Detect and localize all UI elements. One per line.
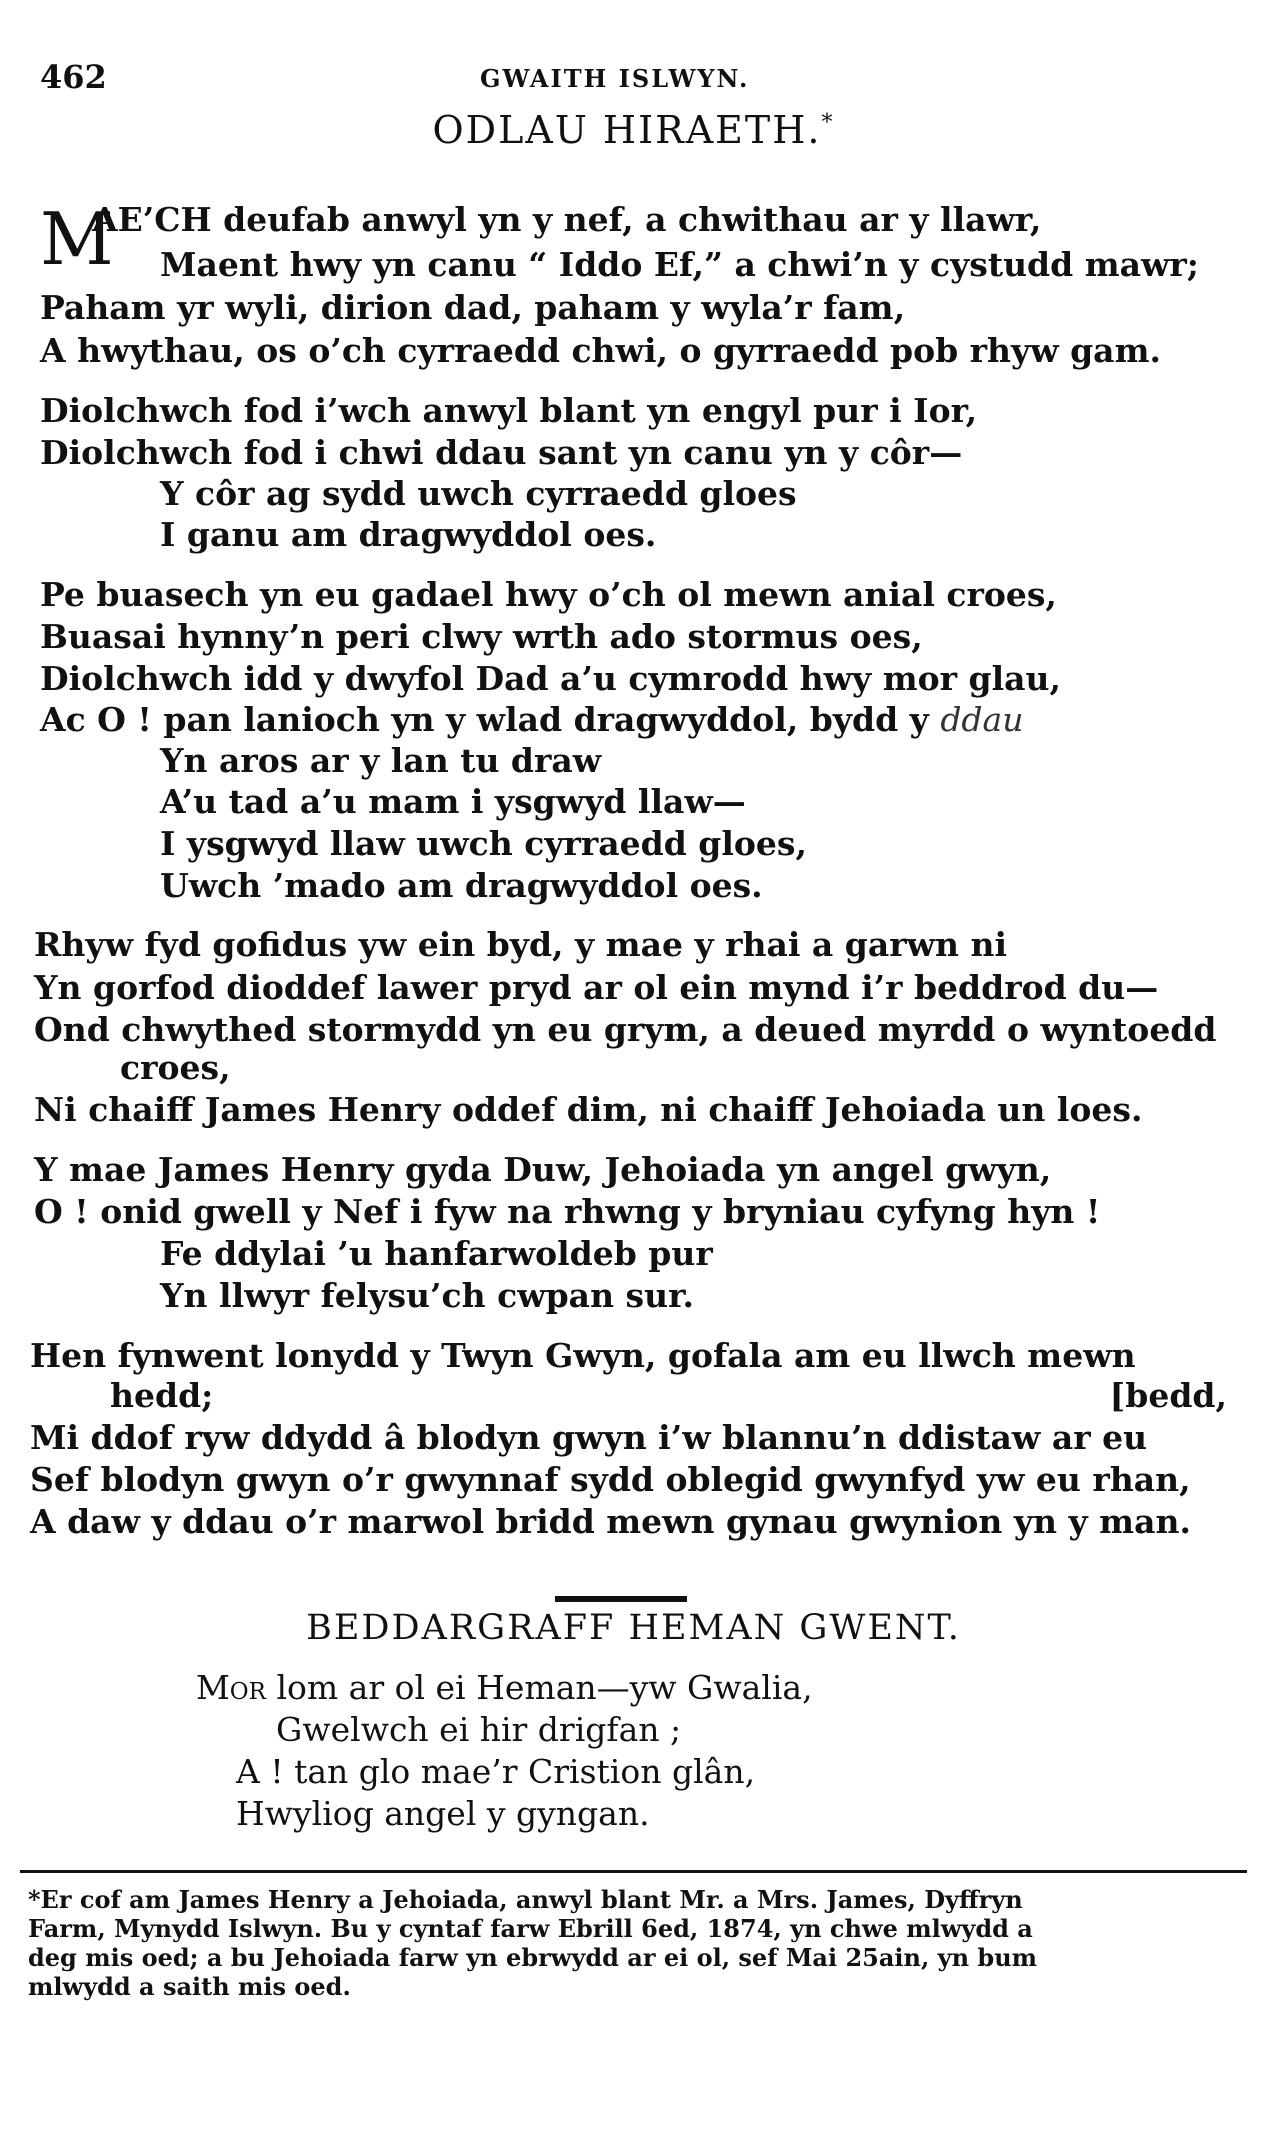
verse-line: I ganu am dragwyddol oes. <box>160 515 657 554</box>
verse-line: croes, <box>120 1048 231 1087</box>
verse-line: Hwyliog angel y gyngan. <box>236 1794 650 1833</box>
footnote-line: mlwydd a saith mis oed. <box>28 1972 351 2001</box>
poem-title-text: ODLAU HIRAETH. <box>432 108 822 152</box>
italic-word: ddau <box>940 700 1024 739</box>
verse-line: Yn gorfod dioddef lawer pryd ar ol ein mynd i’r beddrod du— <box>34 968 1159 1007</box>
verse-line: Yn aros ar y lan tu draw <box>160 741 602 780</box>
verse-line: I ysgwyd llaw uwch cyrraedd gloes, <box>160 824 807 863</box>
verse-line: AE’CH deufab anwyl yn y nef, a chwithau ar y llawr, <box>92 200 1042 239</box>
footnote-line: Farm, Mynydd Islwyn. Bu y cyntaf farw Ebrill 6ed, 1874, yn chwe mlwydd a <box>28 1914 1033 1943</box>
verse-line: Ond chwythed stormydd yn eu grym, a deued myrdd o wyntoedd <box>34 1010 1217 1049</box>
running-head <box>40 58 1227 98</box>
footnote-marker: * <box>821 110 835 136</box>
verse-line: Sef blodyn gwyn o’r gwynnaf sydd oblegid gwynfyd yw eu rhan, <box>30 1460 1191 1499</box>
verse-line <box>196 1668 813 1708</box>
verse-line: Hen fynwent lonydd y Twyn Gwyn, gofala am eu llwch mewn <box>30 1336 1136 1375</box>
verse-line: A’u tad a’u mam i ysgwyd llaw— <box>160 782 746 821</box>
verse-line: Paham yr wyli, dirion dad, paham y wyla’r fam, <box>40 288 906 327</box>
verse-line: Gwelwch ei hir drigfan ; <box>276 1710 682 1749</box>
verse-line: Diolchwch idd y dwyfol Dad a’u cymrodd hwy mor glau, <box>40 659 1061 698</box>
verse-line: Y côr ag sydd uwch cyrraedd gloes <box>160 474 797 513</box>
verse-line: Yn llwyr felysu’ch cwpan sur. <box>160 1276 694 1315</box>
verse-line: Fe ddylai ’u hanfarwoldeb pur <box>160 1234 713 1273</box>
verse-line: Rhyw fyd gofidus yw ein byd, y mae y rhai a garwn ni <box>34 925 1008 964</box>
verse-line-text: lom ar ol ei Heman—yw Gwalia, <box>276 1668 813 1707</box>
footnote <box>28 1885 1238 2001</box>
verse-line: Uwch ’mado am dragwyddol oes. <box>160 866 763 905</box>
verse-line: O ! onid gwell y Nef i fyw na rhwng y bryniau cyfyng hyn ! <box>34 1192 1101 1231</box>
verse-line: A hwythau, os o’ch cyrraedd chwi, o gyrraedd pob rhyw gam. <box>40 331 1161 370</box>
first-word: Mor <box>196 1668 266 1707</box>
page-number: 462 <box>40 58 107 96</box>
verse-line: Ni chaiff James Henry oddef dim, ni chaiff Jehoiada un loes. <box>34 1090 1143 1129</box>
verse-line: Pe buasech yn eu gadael hwy o’ch ol mewn anial croes, <box>40 575 1057 614</box>
verse-line: Diolchwch fod i’wch anwyl blant yn engyl pur i Ior, <box>40 391 978 430</box>
verse-line: Maent hwy yn canu “ Iddo Ef,” a chwi’n y cystudd mawr; <box>160 245 1199 284</box>
footnote-line: *Er cof am James Henry a Jehoiada, anwyl blant Mr. a Mrs. James, Dyffryn <box>28 1885 1023 1914</box>
verse-line-continuation: [bedd, <box>1109 1376 1227 1415</box>
verse-line-text: Ac O ! pan lanioch yn y wlad dragwyddol, bydd y <box>40 700 929 739</box>
footnote-rule <box>20 1870 1247 1873</box>
running-title: GWAITH ISLWYN. <box>480 64 750 93</box>
verse-line: Buasai hynny’n peri clwy wrth ado stormus oes, <box>40 617 923 656</box>
poem-title: BEDDARGRAFF HEMAN GWENT. <box>306 1608 961 1648</box>
verse-line <box>40 700 1024 740</box>
verse-line: Diolchwch fod i chwi ddau sant yn canu yn y côr— <box>40 433 963 472</box>
verse-line: Y mae James Henry gyda Duw, Jehoiada yn angel gwyn, <box>34 1150 1052 1189</box>
verse-line: Mi ddof ryw ddydd â blodyn gwyn i’w blannu’n ddistaw ar eu <box>30 1418 1148 1457</box>
section-divider <box>555 1596 687 1602</box>
poem-title <box>0 108 1267 152</box>
verse-line: A daw y ddau o’r marwol bridd mewn gynau gwynion yn y man. <box>30 1502 1191 1541</box>
verse-line: hedd; <box>110 1376 214 1415</box>
footnote-line: deg mis oed; a bu Jehoiada farw yn ebrwydd ar ei ol, sef Mai 25ain, yn bum <box>28 1943 1038 1972</box>
drop-cap: M <box>40 197 114 281</box>
verse-line: A ! tan glo mae’r Cristion glân, <box>236 1752 756 1791</box>
